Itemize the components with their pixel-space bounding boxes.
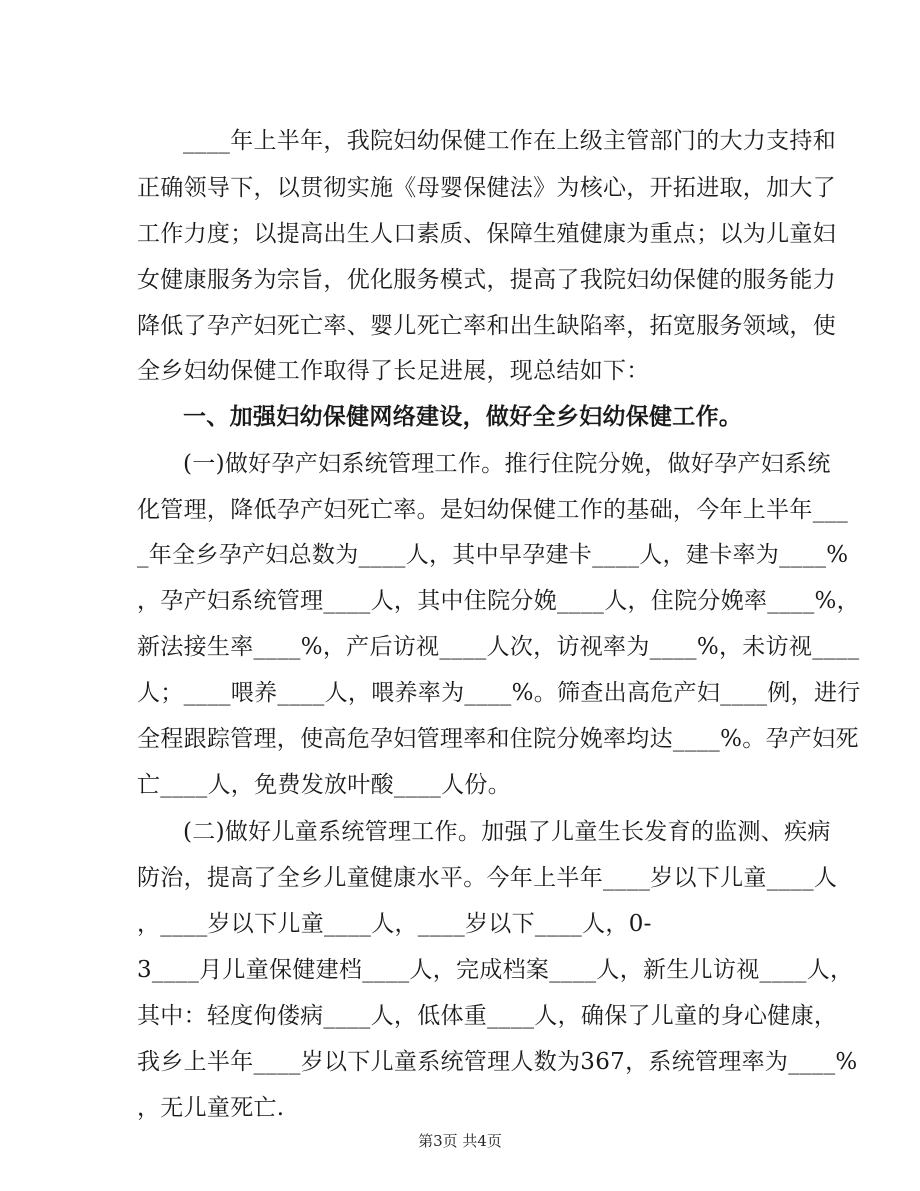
paragraph-line: 新法接生率____%，产后访视____人次，访视率为____%，未访视____: [137, 634, 860, 660]
paragraph-line: ____年上半年，我院妇幼保健工作在上级主管部门的大力支持和: [183, 128, 836, 154]
paragraph-line: 女健康服务为宗旨，优化服务模式，提高了我院妇幼保健的服务能力: [137, 267, 836, 293]
paragraph-line: 人；____喂养____人，喂养率为____%。筛查出高危产妇____例，进行: [137, 680, 861, 706]
paragraph-line: 正确领导下，以贯彻实施《母婴保健法》为核心，开拓进取，加大了: [137, 175, 836, 201]
paragraph-line: 工作力度；以提高出生人口素质、保障生殖健康为重点；以为儿童妇: [137, 221, 836, 247]
paragraph-line: ，孕产妇系统管理____人，其中住院分娩____人，住院分娩率____%，: [137, 588, 860, 614]
paragraph-line: 降低了孕产妇死亡率、婴儿死亡率和出生缺陷率，拓宽服务领域，使: [137, 313, 836, 339]
paragraph-line: ，无儿童死亡.: [137, 1095, 285, 1121]
paragraph-line: 全乡妇幼保健工作取得了长足进展，现总结如下：: [137, 358, 650, 384]
paragraph-line: 防治，提高了全乡儿童健康水平。今年上半年____岁以下儿童____人: [137, 865, 838, 891]
paragraph-line: 我乡上半年____岁以下儿童系统管理人数为367，系统管理率为____%: [137, 1049, 858, 1075]
paragraph-line: (一)做好孕产妇系统管理工作。推行住院分娩，做好孕产妇系统: [183, 451, 831, 477]
paragraph-line: 3____月儿童保健建档____人，完成档案____人，新生儿访视____人，: [137, 957, 854, 983]
paragraph-line: 化管理，降低孕产妇死亡率。是妇幼保健工作的基础，今年上半年___: [137, 497, 849, 523]
paragraph-line: 亡____人，免费发放叶酸____人份。: [137, 772, 511, 798]
paragraph-line: _年全乡孕产妇总数为____人，其中早孕建卡____人，建卡率为____%: [137, 542, 849, 568]
page-number: 第3页 共4页: [418, 1132, 502, 1150]
paragraph-line: 其中：轻度佝偻病____人，低体重____人，确保了儿童的身心健康，: [137, 1003, 838, 1029]
paragraph-line: ，____岁以下儿童____人，____岁以下____人，0-: [137, 911, 652, 937]
paragraph-line: (二)做好儿童系统管理工作。加强了儿童生长发育的监测、疾病: [183, 819, 831, 845]
paragraph-line: 全程跟踪管理，使高危孕妇管理率和住院分娩率均达____%。孕产妇死: [137, 726, 859, 752]
section-heading: 一、加强妇幼保健网络建设，做好全乡妇幼保健工作。: [183, 403, 743, 430]
